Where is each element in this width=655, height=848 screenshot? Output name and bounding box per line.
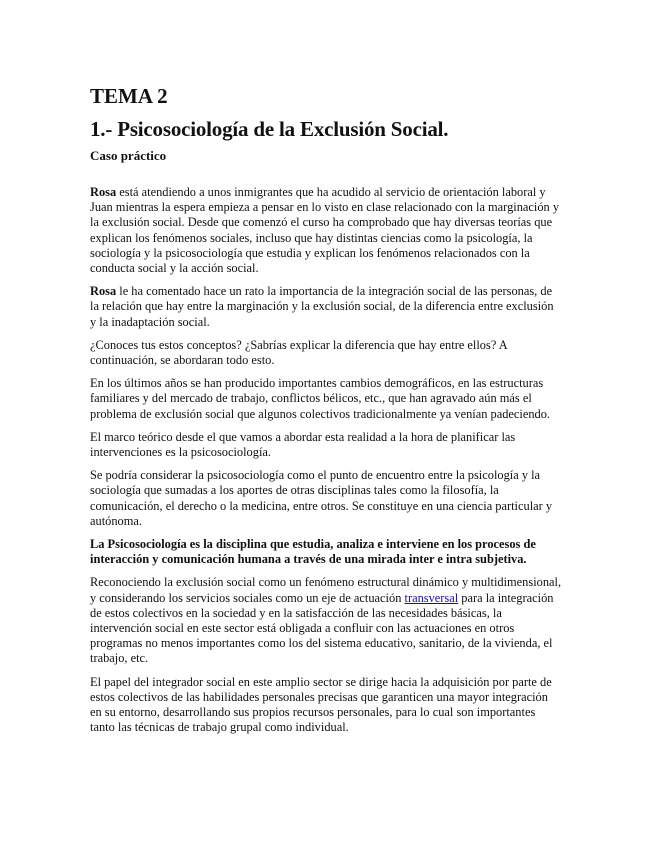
paragraph-6: Se podría considerar la psicosociología como el punto de encuentro entre la psicología y la sociología que sumadas a los aportes de otras disciplinas tales como la filosofía, la comunicación, el derecho o la medicina, entre otros. Se constituye en una ciencia particular y autónoma.: [90, 468, 553, 528]
paragraph-2-text: le ha comentado hace un rato la importancia de la integración social de las personas, de la relación que hay entre la marginación y la exclusión social, de la diferencia entre exclusión y la inadaptación social.: [90, 284, 554, 329]
name-rosa: Rosa: [90, 185, 117, 199]
paragraph-8-text-before: Reconociendo la exclusión social como un fenómeno estructural dinámico y multidimensional, y considerando los servicios sociales como un eje de actuación: [90, 575, 562, 605]
transversal-link[interactable]: transversal: [404, 590, 459, 605]
definition-paragraph: La Psicosociología es la disciplina que estudia, analiza e interviene en los procesos de interacción y comunicación humana a través de una mirada inter e intra subjetiva.: [90, 537, 536, 567]
paragraph-2: [90, 284, 562, 330]
paragraph-4: En los últimos años se han producido importantes cambios demográficos, en las estructuras familiares y del mercado de trabajo, conflictos bélicos, etc., que han agravado aún más el problema de exclusión social que algunos colectivos tradicionalmente ya venían padeciendo.: [90, 376, 551, 421]
name-rosa: Rosa: [90, 284, 117, 299]
paragraph-1-text: está atendiendo a unos inmigrantes que ha acudido al servicio de orientación laboral y Juan mientras la espera empieza a pensar en lo visto en clase relacionado con la marginación y la exclusión social. Desde que comenzó el curso ha comprobado que hay diversas teorías que explican los fenómenos sociales, incluso que hay distintas ciencias como la psicología, la sociología y la psicosociología que estudia y explican los fenómenos relacionados con la conducta social y la acción social.: [90, 185, 560, 276]
paragraph-3: ¿Conoces tus estos conceptos? ¿Sabrías explicar la diferencia que hay entre ellos? A continuación, se abordaran todo esto.: [90, 337, 507, 368]
subtitle: Caso práctico: [90, 148, 167, 163]
paragraph-8-text-after: para la integración de estos colectivos en la sociedad y en la satisfacción de las necesidades básicas, la intervención social en este sector está obligada a confluir con las actuaciones en otros programas no menos importantes como los del sistema educativo, sanitario, de la vivienda, el trabajo, etc.: [90, 590, 554, 666]
document-page: [90, 84, 562, 744]
paragraph-9: El papel del integrador social en este amplio sector se dirige hacia la adquisición por parte de estos colectivos de las habilidades personales precisas que garanticen una mayor integración en su entorno, desarrollando sus propios recursos personales, para lo cual son importantes tanto las técnicas de trabajo grupal como individual.: [90, 674, 552, 735]
paragraph-8: [90, 575, 562, 666]
section-title: 1.- Psicosociología de la Exclusión Social.: [90, 117, 449, 141]
tema-heading: TEMA 2: [90, 84, 168, 108]
paragraph-5: El marco teórico desde el que vamos a abordar esta realidad a la hora de planificar las intervenciones es la psicosociología.: [90, 429, 516, 460]
paragraph-1: [90, 185, 562, 276]
